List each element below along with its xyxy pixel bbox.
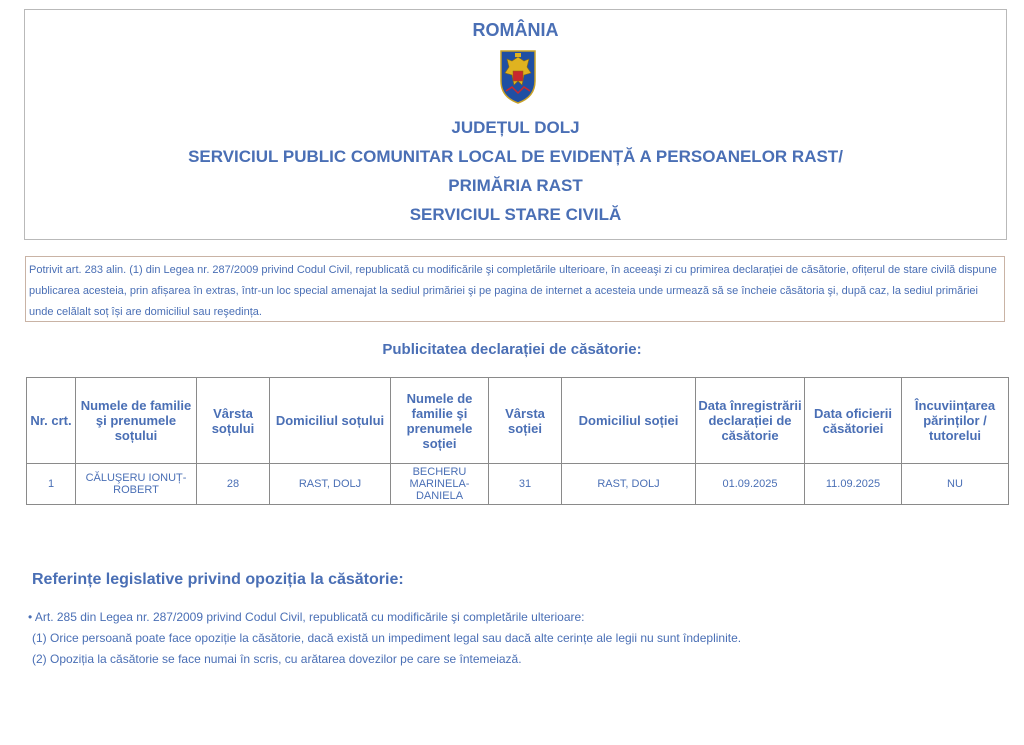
cell-nr: 1 (27, 464, 76, 505)
col-header-wife-name: Numele de familie şi prenumele soției (391, 378, 489, 464)
table-header-row (27, 378, 1009, 464)
cell-wife-domicile: RAST, DOLJ (562, 464, 696, 505)
references-title: Referințe legislative privind opoziția la căsătorie: (32, 571, 404, 588)
service-title-line1: SERVICIUL PUBLIC COMUNITAR LOCAL DE EVIDENȚĂ A PERSOANELOR RAST/ (188, 147, 843, 166)
col-header-wife-domicile: Domiciliul soției (562, 378, 696, 464)
col-header-wife-age: Vârsta soției (489, 378, 562, 464)
cell-ceremony-date: 11.09.2025 (805, 464, 902, 505)
col-header-husband-domicile: Domiciliul soțului (270, 378, 391, 464)
romania-coat-of-arms-icon (498, 47, 538, 105)
table-row (27, 464, 1009, 505)
col-header-nr: Nr. crt. (27, 378, 76, 464)
col-header-registration-date: Data înregistrării declarației de căsătorie (696, 378, 805, 464)
county-title: JUDEȚUL DOLJ (451, 118, 580, 137)
marriage-declaration-table (26, 377, 1009, 505)
cell-wife-age: 31 (489, 464, 562, 505)
cell-husband-domicile: RAST, DOLJ (270, 464, 391, 505)
cell-husband-name: CĂLUŞERU IONUȚ-ROBERT (76, 464, 197, 505)
reference-line-paragraph-2: (2) Opoziția la căsătorie se face numai în scris, cu arătarea dovezilor pe care se întemeiază. (32, 652, 522, 666)
department-title: SERVICIUL STARE CIVILĂ (409, 205, 622, 224)
cell-registration-date: 01.09.2025 (696, 464, 805, 505)
col-header-husband-age: Vârsta soțului (197, 378, 270, 464)
service-title-line2: PRIMĂRIA RAST (448, 176, 583, 195)
cell-husband-age: 28 (197, 464, 270, 505)
col-header-parental-consent: Încuviințarea părinților / tutorelui (902, 378, 1009, 464)
table-title: Publicitatea declarației de căsătorie: (382, 341, 642, 358)
cell-wife-name: BECHERU MARINELA-DANIELA (391, 464, 489, 505)
col-header-husband-name: Numele de familie şi prenumele soțului (76, 378, 197, 464)
header-box (24, 9, 1007, 240)
country-title: ROMÂNIA (472, 20, 559, 40)
col-header-ceremony-date: Data oficierii căsătoriei (805, 378, 902, 464)
cell-parental-consent: NU (902, 464, 1009, 505)
reference-line-paragraph-1: (1) Orice persoană poate face opoziție la căsătorie, dacă există un impediment legal sau dacă alte cerințe ale legii nu sunt îndeplinite. (32, 631, 742, 645)
reference-line-article: • Art. 285 din Legea nr. 287/2009 privind Codul Civil, republicată cu modificările şi completările ulterioare: (28, 610, 585, 624)
legal-intro-text: Potrivit art. 283 alin. (1) din Legea nr. 287/2009 privind Codul Civil, republicată cu modificările şi completările ulterioare, în aceeaşi zi cu primirea declarației de căsătorie, ofițerul de stare civilă dispune publicarea acesteia, prin afișarea în extras, într-un loc special amenajat la sediul primăriei şi pe pagina de internet a acesteia unde urmează să se încheie căsătoria şi, după caz, la sediul primăriei unde celălalt soț își are domiciliul sau reşedința. (25, 256, 1005, 322)
